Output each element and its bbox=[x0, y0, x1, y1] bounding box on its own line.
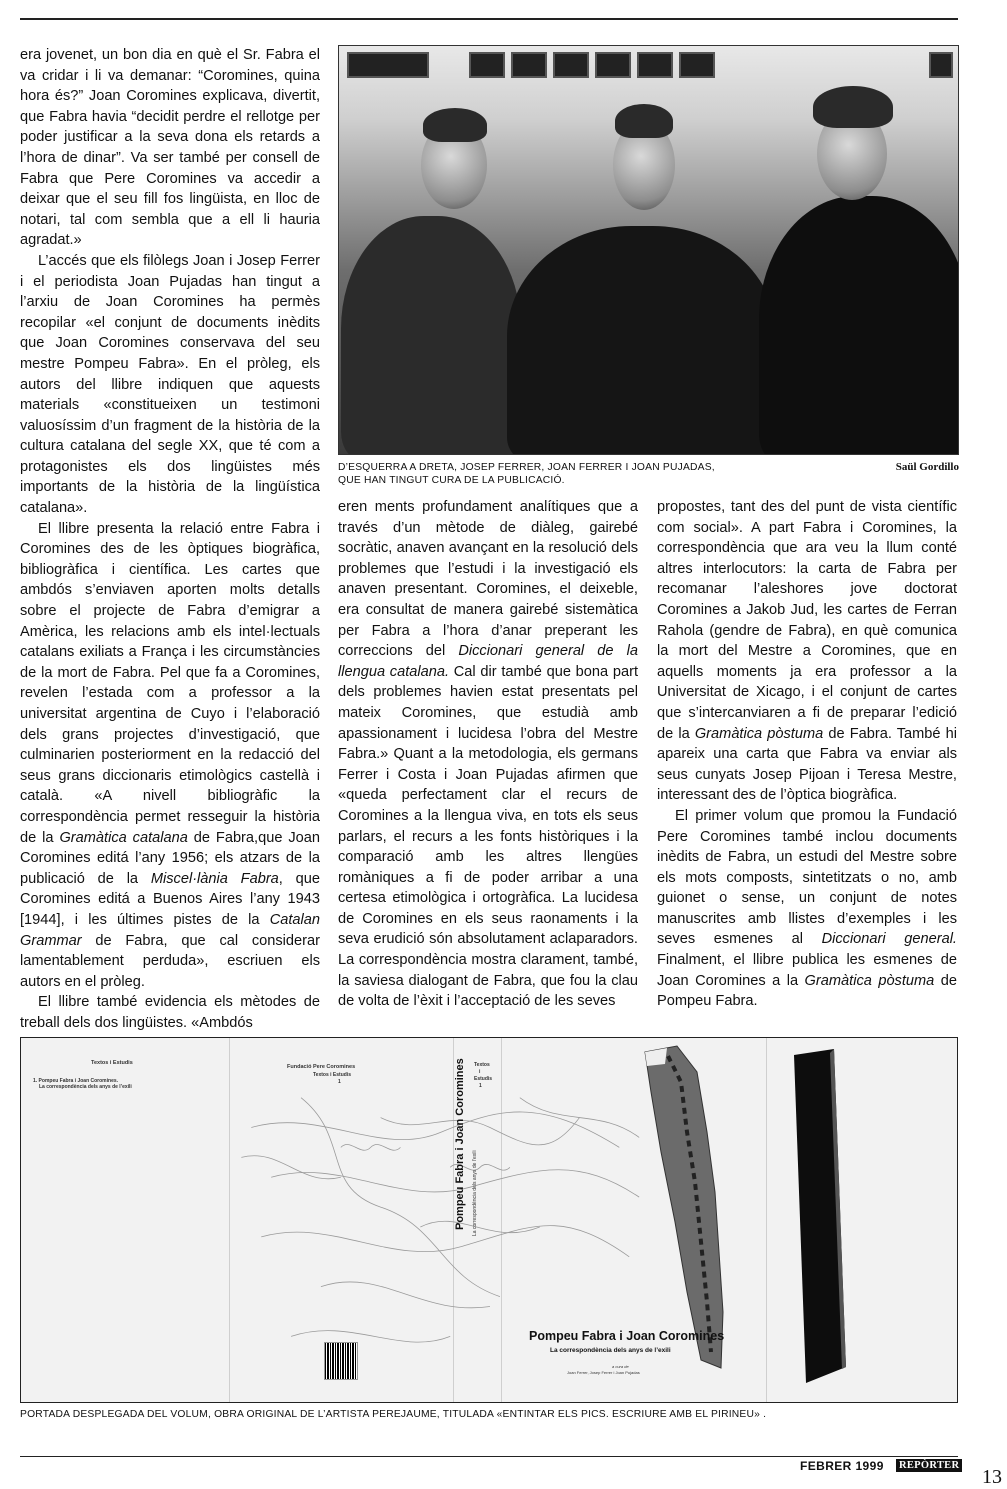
mountain-ridge-artwork bbox=[637, 1042, 727, 1372]
spine-volume-number: 1 bbox=[479, 1083, 482, 1089]
photo-credit: Saül Gordillo bbox=[895, 461, 959, 473]
foundation-name: Fundació Pere Coromines bbox=[287, 1064, 356, 1070]
frame bbox=[347, 52, 429, 78]
col3-paragraph-2 bbox=[657, 806, 957, 1012]
text-run: de Fabra,que Joan Coromines editá l’any 1956; els atzars de la publicació de la bbox=[20, 829, 320, 887]
col1-paragraph-4: El llibre també evidencia els mètodes de treball dels dos lingüistes. «Ambdós bbox=[20, 994, 320, 1031]
front-cover-title: Pompeu Fabra i Joan Coromines bbox=[529, 1329, 725, 1343]
col1-paragraph-3 bbox=[20, 519, 320, 993]
frame bbox=[511, 52, 547, 78]
title-miscellania-fabra: Miscel·lània Fabra bbox=[150, 870, 279, 887]
frame bbox=[553, 52, 589, 78]
text-run: Finalment, el llibre publica les esmenes de Joan Coromines a la bbox=[657, 952, 957, 989]
col3-paragraph-1 bbox=[657, 497, 957, 806]
issue-date: FEBRER 1999 bbox=[800, 1459, 884, 1473]
hair-middle bbox=[615, 104, 673, 138]
photo-caption bbox=[338, 461, 838, 487]
frame bbox=[469, 52, 505, 78]
spine-series: Textos bbox=[474, 1062, 490, 1068]
black-bar-artwork bbox=[790, 1047, 850, 1385]
frame bbox=[595, 52, 631, 78]
text-run: de Fabra. També hi apareix una carta que Fabra va enviar als seus cunyats Josep Pijoan i Teresa Mestre, interessant des de l’òptica biogràfica. bbox=[657, 725, 958, 804]
caption-line: D’ESQUERRA A DRETA, JOSEP FERRER, JOAN FERRER I JOAN PUJADAS, bbox=[338, 462, 715, 473]
title-diccionari-general: Diccionari general de la llengua catalana. bbox=[338, 643, 638, 680]
text-run: propostes, tant des del punt de vista científic com social». A part Fabra i Coromines, la correspondència que ara veu la llum conté altres interlocutors: la carta de Fabra per recomanar l’aleshores jove doctorat Coromines a Jakob Jud, les cartes de Ferran Rahola (gendre de Fabra), en què comunica la mort del Mestre a Coromines, que en aquells moments ja era professor a la Universitat de Xicago, i el conjunt de cartes que s’intercanviaren a fi de preparar l’edició de la bbox=[657, 499, 957, 742]
back-list-item: 1. Pompeu Fabra i Joan Coromines. bbox=[33, 1078, 119, 1084]
title-gramatica-postuma: Gramàtica pòstuma bbox=[804, 972, 935, 989]
article-column-1 bbox=[20, 45, 320, 1034]
spine-series: i bbox=[479, 1069, 481, 1075]
col1-paragraph-2: L’accés que els filòlegs Joan i Josep Ferrer i el periodista Joan Pujadas han tingut a l’arxiu de Joan Coromines ha permès recopilar «el conjunt de documents inèdits que Joan Coromines conservava del seu mestre Pompeu Fabra». En el pròleg, els autors del llibre indiquen que aquests materials «constitueixen un testimoni valuosíssim d’un fragment de la història de la cultura catalana del segle XX, que té com a protagonistes els dos lingüistes més importants de la història de la lingüística catalana». bbox=[20, 252, 320, 517]
frame bbox=[929, 52, 953, 78]
title-diccionari-general: Diccionari general. bbox=[821, 931, 957, 948]
article-column-2 bbox=[338, 497, 638, 1012]
front-cover-authors: Joan Ferrer, Josep Ferrer i Joan Pujadas bbox=[567, 1370, 640, 1375]
magazine-logo: REPÒRTER bbox=[896, 1459, 962, 1472]
person-middle bbox=[507, 226, 777, 455]
front-cover-subtitle: La correspondència dels anys de l’exili bbox=[550, 1347, 671, 1354]
caption-line: QUE HAN TINGUT CURA DE LA PUBLICACIÓ. bbox=[338, 475, 565, 486]
title-gramatica-catalana: Gramàtica catalana bbox=[59, 829, 188, 846]
foundation-series: Textos i Estudis bbox=[313, 1072, 351, 1078]
cover-caption: PORTADA DESPLEGADA DEL VOLUM, OBRA ORIGINAL DE L’ARTISTA PEREJAUME, TITULADA «ENTINTAR ELS PICS. ESCRIURE AMB EL PIRINEU» . bbox=[20, 1409, 767, 1420]
text-run: eren ments profundament analítiques que a través d’un mètode de diàleg, gairebé socràtic, anaven avançant en la resolució dels problemes que l’estudi i la investigació els anaven presentant. Coromines, el deixeble, era consultat de manera gairebé sistemàtica per Fabra a l’hora d’anar preperant les correccions del bbox=[338, 499, 638, 660]
spine-subtitle: La correspondència dels anys de l’exili bbox=[472, 1150, 478, 1236]
spine-series: Estudis bbox=[474, 1076, 493, 1082]
wall-frames bbox=[339, 52, 958, 80]
text-run: Cal dir també que bona part dels problemes havien estat presentats pel mateix Coromines, que estudià amb apassionament i lucidesa l’obra del Mestre Fabra.» Quant a la metodologia, els germans Ferrer i Costa i Joan Pujadas afirmen que «queda perfectament clar el recurs de Coromines a la llengua viva, en tots els seus parlars, el recurs a les fonts històriques i la comparació amb les altres llengües romàniques a fi de poder arribar a una certesa etimològica i ortogràfica. La lucidesa de Coromines en els seus raonaments i la seva erudició són absolutament aclaparadors. La correspondència mostra clarament, també, la saviesa dialogant de Fabra, que fou la clau de volta de l’èxit i l’acceptació de les seves bbox=[338, 663, 639, 1010]
text-run: de Pompeu Fabra. bbox=[657, 972, 957, 1010]
spine-title: Pompeu Fabra i Joan Coromines bbox=[454, 1058, 466, 1230]
hair-right bbox=[813, 86, 893, 128]
title-gramatica-postuma: Gramàtica pòstuma bbox=[694, 725, 824, 742]
back-series-header: Textos i Estudis bbox=[91, 1060, 133, 1066]
frame bbox=[637, 52, 673, 78]
bottom-rule bbox=[20, 1456, 958, 1457]
text-run: de Fabra, que cal considerar lamentablement perduda», escriuen els autors en el pròleg. bbox=[20, 932, 320, 990]
col2-paragraph-1 bbox=[338, 497, 638, 1012]
front-cover-editor-label: a cura de bbox=[612, 1364, 629, 1369]
person-left bbox=[341, 216, 521, 455]
page-number: 13 bbox=[982, 1466, 1002, 1488]
foundation-volume-number: 1 bbox=[338, 1079, 341, 1085]
barcode bbox=[324, 1342, 358, 1380]
col1-paragraph-1: era jovenet, un bon dia en què el Sr. Fabra el va cridar i li va demanar: “Coromines, quina hora és?” Joan Coromines explicava, divertit, que Fabra havia “decidit perdre el rellotge per poder justificar a la seva dona els retards a l’hora de dinar”. Va ser també per consell de Fabra que Pere Coromines va accedir a deixar que el seu fill fos lingüista, en lloc de notari, tal com sembla que a ell li hauria agradat.» bbox=[20, 47, 320, 249]
text-run: El primer volum que promou la Fundació Pere Coromines també inclou documents inèdits de Fabra, un estudi del Mestre sobre els mots composts, sintetitzats o no, amb guionet o sense, un conjunt de notes manuscrites amb llistes d’exemples i les seves esmenes al bbox=[657, 807, 957, 948]
title-catalan-grammar: Catalan Grammar bbox=[20, 911, 320, 949]
top-rule bbox=[20, 18, 958, 20]
text-run: El llibre presenta la relació entre Fabra i Coromines des de les òptiques biogràfica, bibliogràfica i científica. Les cartes que ambdós s’enviaven aporten molts detalls sobre el projecte de Fabra d’emigrar a Amèrica, les relacions amb els intel·lectuals catalans exiliats a França i les circumstàncies de la mort de Fabra. Pel que fa a Coromines, revelen l’estada com a professor a la universitat argentina de Cuyo i l’elaboració dels grans projectes d’investigació, que culminarien posteriorment en la redacció del seus grans diccionaris etimològics castellà i català. «A nivell bibliogràfic la correspondència permet resseguir la història de la bbox=[20, 520, 320, 846]
group-photo bbox=[338, 45, 959, 455]
text-run: , que Coromines editá a Buenos Aires l’any 1943 [1944], i les últimes pistes de la bbox=[20, 870, 320, 928]
article-column-3 bbox=[657, 497, 957, 1012]
frame bbox=[679, 52, 715, 78]
back-list-item: La correspondència dels anys de l’exili bbox=[39, 1084, 132, 1090]
hair-left bbox=[423, 108, 487, 142]
person-right bbox=[759, 196, 959, 455]
